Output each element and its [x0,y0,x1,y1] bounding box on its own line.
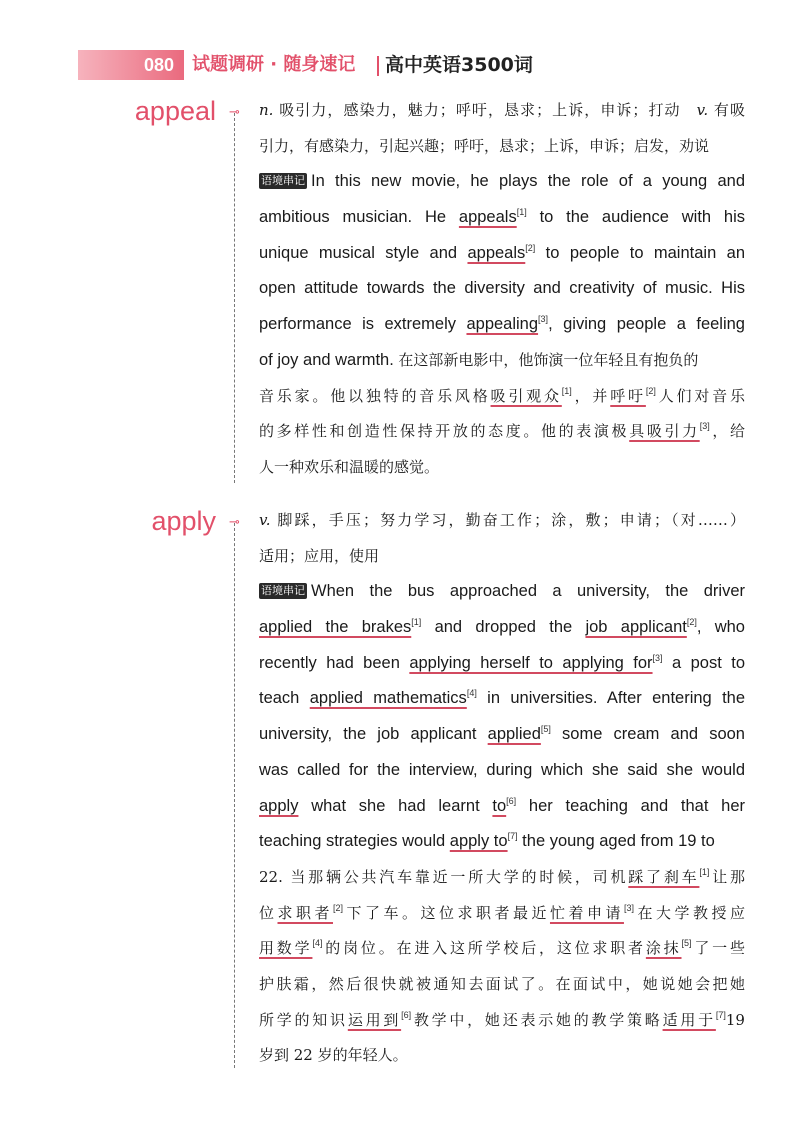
footnote-marker: [5] [540,724,551,735]
text-line [259,789,745,825]
footnote-marker: [5] [681,938,692,949]
text-segment: 了一些 [691,939,745,958]
text-segment: , giving people a feeling [548,315,745,334]
entry-appeal [259,93,745,486]
highlighted-phrase: applied mathematics [309,689,467,708]
text-line [259,717,745,753]
headword-apply: apply [151,506,216,536]
text-segment: a post to [662,653,745,672]
text-segment: 在这部新电影中，他饰演一位年轻且有抱负的 [398,350,699,369]
text-line [259,200,745,236]
text-line [259,236,745,272]
entry-guide-line [234,113,235,483]
text-line [259,503,745,539]
text-segment: 22. 当那辆公共汽车靠近一所大学的时候，司机 [259,867,629,886]
footnote-marker: [2] [333,902,344,913]
example-english [259,574,745,860]
text-line [259,753,745,789]
definition [259,93,745,164]
definition [259,503,745,574]
text-segment: 人一种欢乐和温暖的感觉。 [259,457,440,476]
highlighted-phrase: applied the brakes [259,618,412,637]
text-segment: 19 [725,1010,745,1029]
text-line [259,860,745,896]
footnote-marker: [4] [466,688,477,699]
text-line [259,129,745,165]
highlighted-phrase: appealing [466,315,539,334]
highlighted-phrase: 具吸引力 [629,422,700,441]
page-number: 080 [78,50,184,80]
text-segment: unique musical style and [259,243,468,262]
text-line [259,896,745,932]
text-segment: in universities. After entering the [476,689,746,708]
footnote-marker: [1] [561,385,572,396]
text-line [259,307,745,343]
text-segment: 所学的知识 [259,1010,348,1029]
text-line [259,610,745,646]
text-line [259,450,745,486]
series-title: 试题调研 · 随身速记 [192,54,356,75]
text-segment: 的岗位。在进入这所学校后，这位求职者 [322,939,646,958]
footnote-marker: [3] [623,902,634,913]
bullet-arrow-icon: ⊸ [229,515,240,530]
context-memo-badge: 语境串记 [261,584,305,598]
text-line [259,1038,745,1074]
entry-apply [259,503,745,1074]
text-segment: v. [696,101,709,119]
highlighted-phrase: apply to [449,832,508,851]
text-line [259,681,745,717]
footnote-marker: [1] [411,617,422,628]
text-segment: 吸引力，感染力，魅力；呼吁，恳求；上诉，申诉；打动 [273,101,697,119]
text-segment: was called for the interview, during which she said she would [259,760,745,779]
highlighted-phrase: 踩了刹车 [628,867,700,886]
text-line [259,646,745,682]
text-segment: 的多样性和创造性保持开放的态度。他的表演极 [259,422,630,441]
example-english [259,164,745,378]
text-line [259,271,745,307]
highlighted-phrase: 求职者 [277,903,333,922]
footnote-marker: [7] [507,831,518,842]
text-segment: what she had learnt [298,796,493,815]
text-segment: v. [259,511,271,529]
footnote-marker: [2] [645,385,656,396]
text-line [259,414,745,450]
text-segment: to the audience with his [526,208,746,227]
text-segment: the young aged from 19 to [517,832,715,851]
text-segment: 护肤霜，然后很快就被通知去面试了。在面试中，她说她会把她 [259,974,745,993]
footnote-marker: [3] [538,314,549,325]
footnote-marker: [6] [401,1009,412,1020]
text-segment: 在大学教授应 [633,903,745,922]
highlighted-phrase: 涂抹 [645,939,682,958]
text-line [259,379,745,415]
highlighted-phrase: 运用到 [347,1010,402,1029]
text-segment: recently had been [259,653,410,672]
text-segment: ambitious musician. He [259,208,459,227]
text-segment: 人们对音乐 [655,386,745,405]
example-chinese [259,379,745,486]
footnote-marker: [2] [525,242,536,253]
text-segment: In this new movie, he plays the role of a young and [311,172,745,191]
text-segment: teach [259,689,310,708]
text-segment: and dropped the [421,618,586,637]
text-segment: 引力，有感染力，引起兴趣；呼吁，恳求；上诉，申诉；启发，劝说 [259,136,710,155]
text-segment: 下了车。这位求职者最近 [343,903,550,922]
highlighted-phrase: 忙着申请 [549,903,624,922]
text-line [259,343,745,379]
text-segment: When the bus approached a university, the driver [311,582,745,601]
highlighted-phrase: job applicant [585,618,687,637]
text-line [259,824,745,860]
text-line [259,164,745,200]
context-memo-badge: 语境串记 [261,174,305,188]
text-segment: , who [696,618,745,637]
footnote-marker: [1] [516,207,527,218]
text-segment: 教学中，她还表示她的教学策略 [411,1010,663,1029]
text-segment: performance is extremely [259,315,467,334]
highlighted-phrase: appeals [458,208,517,227]
text-line [259,967,745,1003]
footnote-marker: [3] [699,421,710,432]
highlighted-phrase: apply [259,796,299,815]
text-segment: open attitude towards the diversity and creativity of music. His [259,279,745,298]
highlighted-phrase: 用数学 [259,939,313,958]
text-segment: ，并 [571,386,611,405]
text-segment: ，给 [709,422,745,441]
footnote-marker: [4] [312,938,323,949]
text-line [259,574,745,610]
text-line [259,1003,745,1039]
text-segment: n. [259,101,274,119]
text-line [259,931,745,967]
text-segment: to people to maintain an [535,243,745,262]
text-segment: 适用；应用，使用 [259,546,380,565]
highlighted-phrase: 适用于 [662,1010,716,1029]
text-segment: 音乐家。他以独特的音乐风格 [259,386,491,405]
highlighted-phrase: 吸引观众 [490,386,562,405]
highlighted-phrase: 呼吁 [610,386,646,405]
text-segment: her teaching and that her [516,796,745,815]
highlighted-phrase: to [492,796,507,815]
text-segment: some cream and soon [550,725,745,744]
headword-appeal: appeal [134,96,216,126]
text-line [259,539,745,575]
highlighted-phrase: applied [487,725,541,744]
text-segment: of joy and warmth. [259,350,399,369]
footnote-marker: [6] [506,795,517,806]
text-segment: teaching strategies would [259,832,450,851]
footnote-marker: [3] [652,652,663,663]
text-segment: university, the job applicant [259,725,488,744]
book-title: 高中英语3500词 [385,54,533,76]
footnote-marker: [7] [715,1009,726,1020]
example-chinese [259,860,745,1074]
bullet-arrow-icon: ⊸ [229,105,240,120]
entry-guide-line [234,523,235,1068]
text-segment: 脚踩，手压；努力学习，勤奋工作；涂，敷；申请；（对……） [270,511,745,529]
page-header [78,50,638,80]
footnote-marker: [1] [699,866,710,877]
text-segment: 有吸 [708,101,745,119]
footnote-marker: [2] [686,617,697,628]
text-line [259,93,745,129]
highlighted-phrase: appeals [467,243,526,262]
highlighted-phrase: applying herself to applying for [409,653,653,672]
text-segment: 岁到 22 岁的年轻人。 [259,1046,408,1065]
header-divider [377,56,379,76]
text-segment: 位 [259,903,278,922]
text-segment: 让那 [709,867,745,886]
